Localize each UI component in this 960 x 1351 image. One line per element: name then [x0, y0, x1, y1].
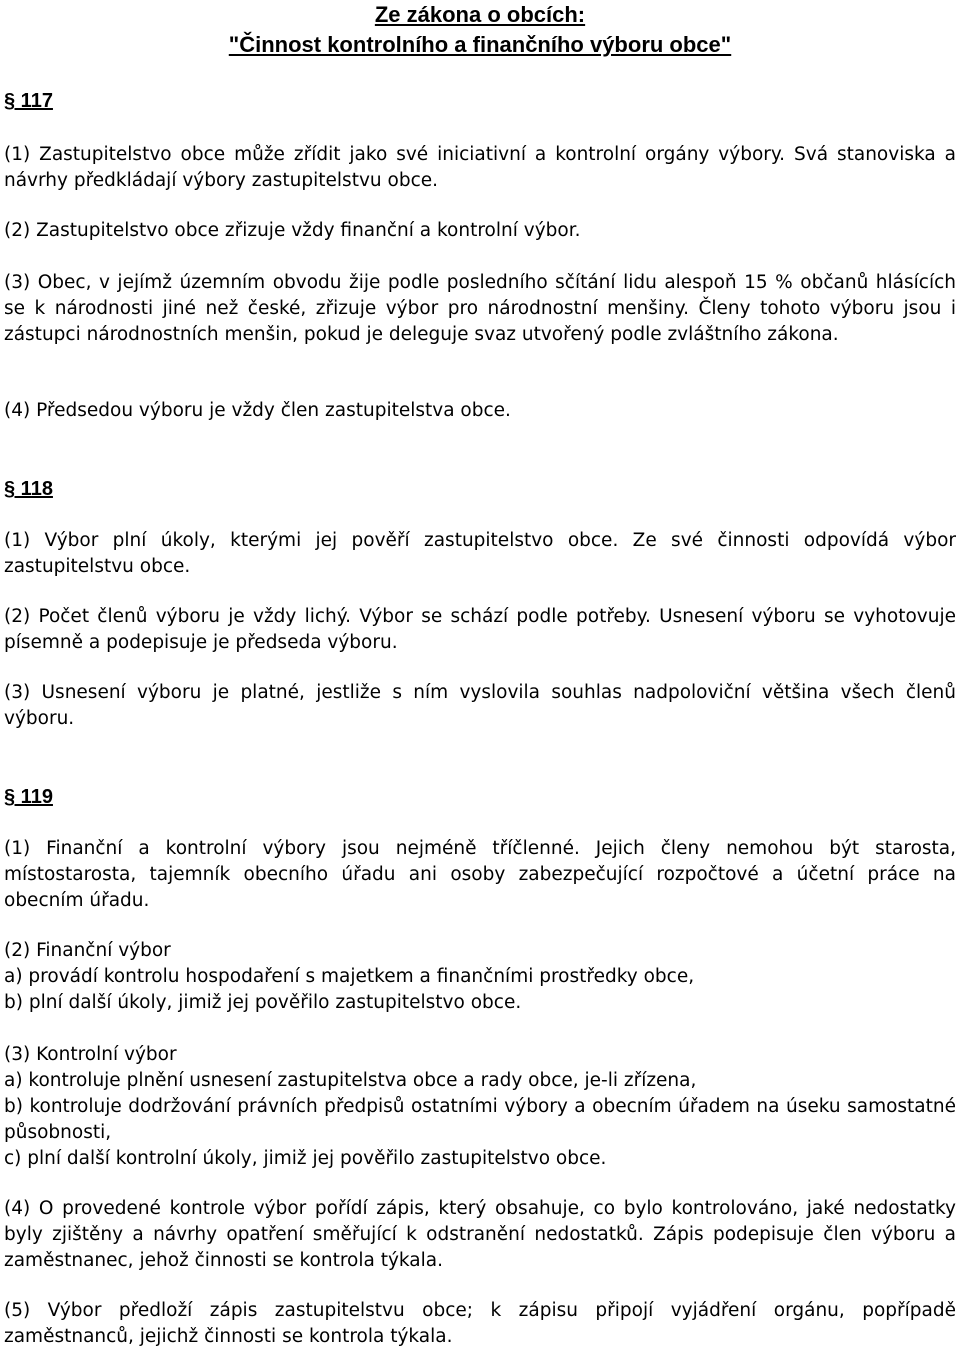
document-title — [4, 0, 956, 60]
paragraph-119-3: (3) Kontrolní výbor — [4, 1044, 177, 1065]
paragraph-119-2: (2) Finanční výbor — [4, 940, 171, 961]
title-line-1: Ze zákona o obcích: — [374, 2, 586, 27]
paragraph-118-1: (1) Výbor plní úkoly, kterými jej pověří zastupitelstvo obce. Ze své činnosti odpovídá výbor zastupitelstvu obce. — [4, 530, 956, 577]
paragraph-119-5: (5) Výbor předloží zápis zastupitelstvu obce; k zápisu připojí vyjádření orgánu, popřípadě zaměstnanců, jejichž činnosti se kontrola týkala. — [4, 1300, 956, 1347]
paragraph-117-2: (2) Zastupitelstvo obce zřizuje vždy finanční a kontrolní výbor. — [4, 220, 581, 241]
paragraph-119-2b: b) plní další úkoly, jimiž jej pověřilo zastupitelstvo obce. — [4, 992, 522, 1013]
paragraph-118-2: (2) Počet členů výboru je vždy lichý. Výbor se schází podle potřeby. Usnesení výboru se vyhotovuje písemně a podepisuje je předseda výboru. — [4, 606, 956, 653]
section-heading-119: § 119 — [4, 786, 53, 808]
section-heading-117: § 117 — [4, 90, 53, 112]
paragraph-119-3b: b) kontroluje dodržování právních předpisů ostatními výbory a obecním úřadem na úseku samostatné působnosti, — [4, 1096, 956, 1143]
paragraph-117-4: (4) Předsedou výboru je vždy člen zastupitelstva obce. — [4, 400, 511, 421]
paragraph-119-2a: a) provádí kontrolu hospodaření s majetkem a finančními prostředky obce, — [4, 966, 695, 987]
paragraph-119-1: (1) Finanční a kontrolní výbory jsou nejméně tříčlenné. Jejich členy nemohou být starosta, místostarosta, tajemník obecního úřadu ani osoby zabezpečující rozpočtové a účetní práce na obecním úřadu. — [4, 838, 956, 911]
section-heading-118: § 118 — [4, 478, 53, 500]
paragraph-117-3: (3) Obec, v jejímž územním obvodu žije podle posledního sčítání lidu alespoň 15 % občanů hlásících se k národnosti jiné než české, zřizuje výbor pro národnostní menšiny. Členy tohoto výboru jsou i zástupci národnostních menšin, pokud je deleguje svaz utvořený podle zvláštního zákona. — [4, 272, 956, 345]
paragraph-117-1: (1) Zastupitelstvo obce může zřídit jako své iniciativní a kontrolní orgány výbory. Svá stanoviska a návrhy předkládají výbory zastupitelstvu obce. — [4, 144, 956, 191]
paragraph-118-3: (3) Usnesení výboru je platné, jestliže s ním vyslovila souhlas nadpoloviční většina všech členů výboru. — [4, 682, 956, 729]
paragraph-119-4: (4) O provedené kontrole výbor pořídí zápis, který obsahuje, co bylo kontrolováno, jaké nedostatky byly zjištěny a návrhy opatření směřující k odstranění nedostatků. Zápis podepisuje člen výboru a zaměstnanec, jehož činnosti se kontrola týkala. — [4, 1198, 956, 1271]
paragraph-119-3c: c) plní další kontrolní úkoly, jimiž jej pověřilo zastupitelstvo obce. — [4, 1148, 607, 1169]
paragraph-119-3a: a) kontroluje plnění usnesení zastupitelstva obce a rady obce, je-li zřízena, — [4, 1070, 697, 1091]
title-line-2: "Činnost kontrolního a finančního výboru obce" — [228, 32, 732, 57]
